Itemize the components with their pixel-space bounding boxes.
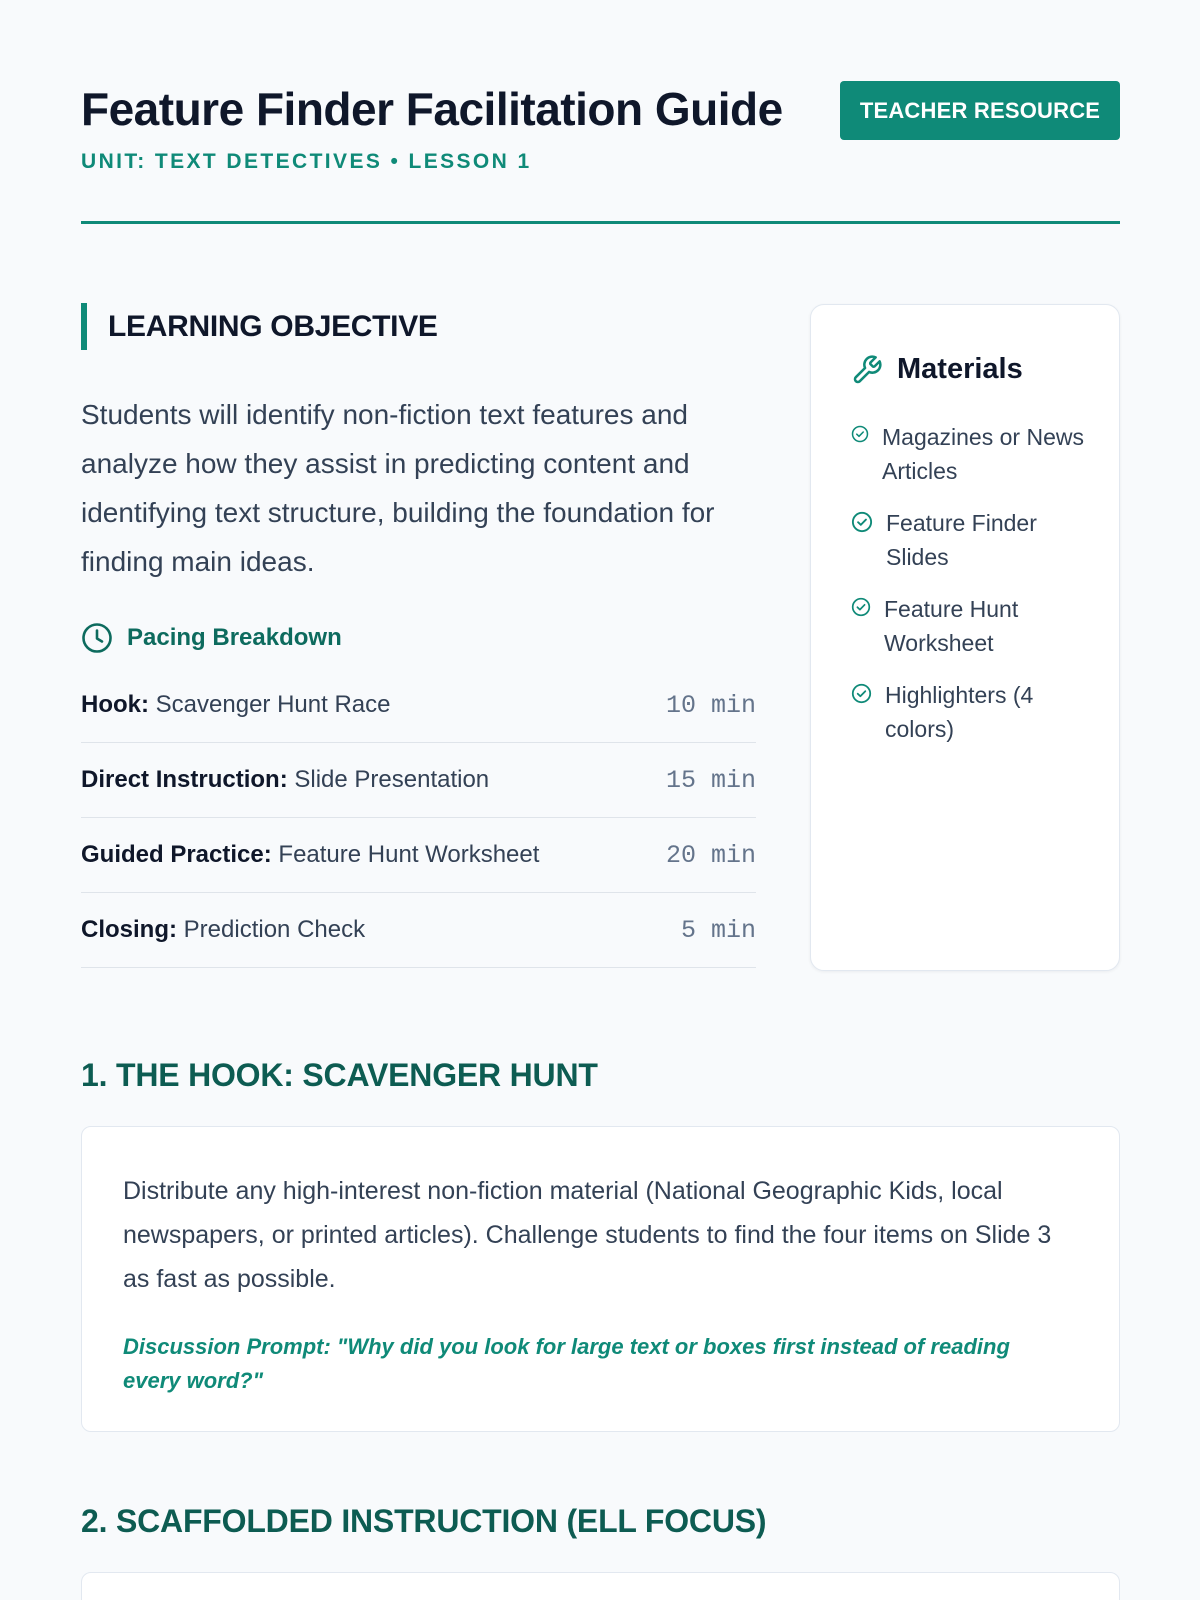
pacing-row-direct-instruction bbox=[81, 743, 756, 818]
learning-objective-text: Students will identify non-fiction text features and analyze how they assist in predicting content and identifying text structure, building the foundation for finding main ideas. bbox=[81, 399, 715, 577]
materials-item bbox=[851, 506, 1091, 574]
pacing-stage: Direct Instruction: bbox=[81, 766, 288, 793]
materials-item bbox=[851, 420, 1091, 488]
discussion-prompt: Discussion Prompt: "Why did you look for large text or boxes first instead of reading every word?" bbox=[123, 1334, 1010, 1393]
check-circle-icon bbox=[851, 511, 873, 533]
materials-card bbox=[810, 304, 1120, 971]
pacing-stage: Guided Practice: bbox=[81, 841, 272, 868]
materials-item-label: Magazines or News Articles bbox=[882, 424, 1084, 484]
materials-item-label: Highlighters (4 colors) bbox=[885, 682, 1034, 742]
scaffolded-card bbox=[81, 1572, 1120, 1600]
check-circle-icon bbox=[851, 597, 871, 617]
materials-item bbox=[851, 592, 1091, 660]
check-circle-icon bbox=[851, 683, 872, 704]
pacing-activity: Slide Presentation bbox=[294, 766, 490, 793]
pacing-row-guided-practice bbox=[81, 818, 756, 893]
pacing-row-hook bbox=[81, 668, 756, 743]
wrench-icon bbox=[851, 354, 883, 386]
pacing-activity: Prediction Check bbox=[183, 916, 366, 943]
pacing-row-label bbox=[81, 691, 390, 719]
pacing-time: 15 min bbox=[665, 765, 756, 795]
pacing-stage: Hook: bbox=[81, 691, 149, 718]
pacing-activity: Feature Hunt Worksheet bbox=[278, 841, 540, 868]
materials-item bbox=[851, 678, 1091, 746]
materials-item-label: Feature Finder Slides bbox=[886, 510, 1037, 570]
pacing-row-label bbox=[81, 766, 489, 794]
pacing-time: 5 min bbox=[680, 915, 756, 945]
lesson-guide-page bbox=[81, 0, 1120, 1539]
section-scaffolded-heading: 2. SCAFFOLDED INSTRUCTION (ELL FOCUS) bbox=[81, 1503, 767, 1539]
pacing-row-closing bbox=[81, 893, 756, 968]
section-hook-heading: 1. THE HOOK: SCAVENGER HUNT bbox=[81, 1057, 598, 1093]
learning-objective-heading: LEARNING OBJECTIVE bbox=[81, 303, 756, 350]
unit-subtitle: UNIT: TEXT DETECTIVES • LESSON 1 bbox=[81, 150, 532, 173]
pacing-row-label bbox=[81, 916, 365, 944]
learning-objective-section bbox=[81, 303, 756, 968]
page-header bbox=[81, 0, 1120, 224]
pacing-breakdown-title bbox=[81, 622, 756, 654]
materials-label: Materials bbox=[897, 353, 1023, 385]
pacing-time: 20 min bbox=[665, 840, 756, 870]
check-circle-icon bbox=[851, 425, 869, 443]
hook-instructions: Distribute any high-interest non-fiction material (National Geographic Kids, local newspapers, or printed articles). Challenge students to find the four items on Slide 3 as fast as possible. bbox=[123, 1177, 1052, 1293]
materials-list bbox=[851, 420, 1091, 764]
clock-icon bbox=[81, 622, 113, 654]
materials-item-label: Feature Hunt Worksheet bbox=[884, 596, 1019, 656]
pacing-breakdown-label: Pacing Breakdown bbox=[127, 624, 342, 651]
teacher-resource-badge: TEACHER RESOURCE bbox=[840, 81, 1120, 140]
pacing-row-label bbox=[81, 841, 539, 869]
pacing-list bbox=[81, 668, 756, 968]
hook-card bbox=[81, 1126, 1120, 1432]
pacing-stage: Closing: bbox=[81, 916, 177, 943]
pacing-time: 10 min bbox=[665, 690, 756, 720]
materials-title bbox=[851, 353, 1023, 386]
page-title: Feature Finder Facilitation Guide bbox=[81, 83, 783, 135]
pacing-activity: Scavenger Hunt Race bbox=[155, 691, 391, 718]
